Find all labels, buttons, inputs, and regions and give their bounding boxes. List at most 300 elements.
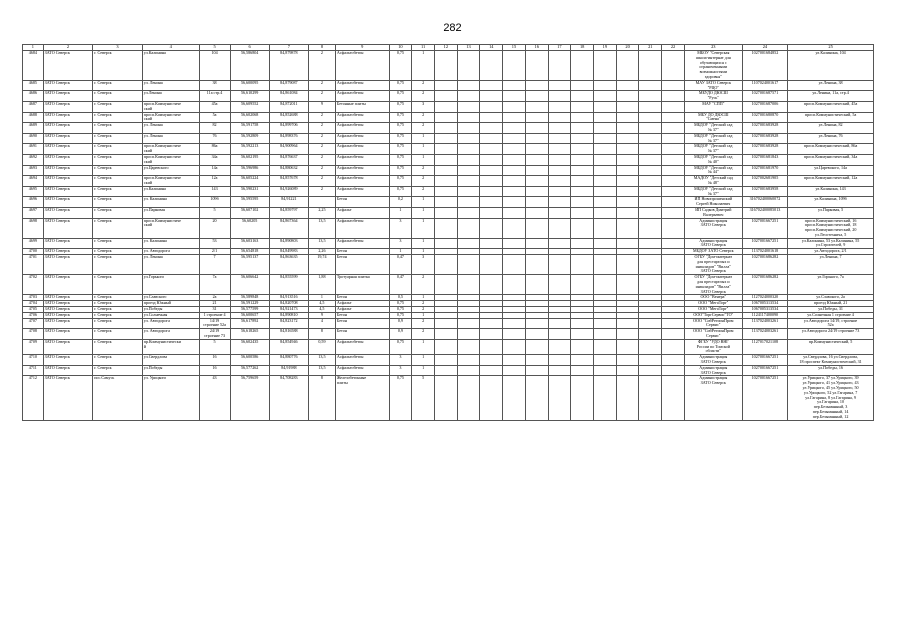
table-cell: г. Северск bbox=[93, 91, 143, 102]
table-cell: просп.Коммунистический, 16 просп.Коммунистический, 18 просп.Коммунистический, 20 ул.Лесотехнича, 5 bbox=[788, 218, 874, 238]
table-cell: ЗАТО Северск bbox=[43, 376, 93, 420]
table-cell: ЗАТО Северск bbox=[43, 365, 93, 376]
table-cell: 4701 bbox=[23, 255, 44, 275]
table-cell: 84,861084 bbox=[269, 91, 308, 102]
table-cell: 84,854946 bbox=[269, 339, 308, 354]
table-cell: ООО "МегаТорг" bbox=[684, 307, 742, 313]
table-cell: г. Северск bbox=[93, 255, 143, 275]
table-cell bbox=[639, 91, 662, 102]
table-cell bbox=[548, 154, 571, 165]
table-cell bbox=[434, 339, 457, 354]
table-cell: 1 bbox=[412, 51, 435, 81]
table-cell bbox=[594, 154, 617, 165]
table-cell: 4700 bbox=[23, 249, 44, 255]
table-cell: ул.Свердлова bbox=[142, 355, 199, 366]
table-cell bbox=[594, 339, 617, 354]
table-cell: 4694 bbox=[23, 176, 44, 187]
table-cell bbox=[525, 165, 548, 176]
table-cell: 1127024000320 bbox=[742, 295, 787, 301]
table-cell: 4688 bbox=[23, 112, 44, 123]
table-cell bbox=[480, 144, 503, 155]
table-cell: 4695 bbox=[23, 186, 44, 197]
table-cell bbox=[457, 176, 480, 187]
column-number-header: 10 bbox=[389, 45, 412, 51]
table-cell: проезд Южный, 21 bbox=[788, 301, 874, 307]
table-cell: просп.Коммунистический, 5а bbox=[788, 112, 874, 123]
table-cell bbox=[571, 91, 594, 102]
page-number: 282 bbox=[443, 22, 462, 34]
table-cell: 1 bbox=[412, 207, 435, 218]
table-cell bbox=[503, 123, 526, 134]
table-cell: г. Северск bbox=[93, 355, 143, 366]
table-cell bbox=[525, 123, 548, 134]
table-cell: 4692 bbox=[23, 154, 44, 165]
table-cell: ОГБУ "Дом-интернат для престарелых и инвалидов" "Вилла" ЗАТО Северск bbox=[684, 255, 742, 275]
table-cell bbox=[616, 91, 639, 102]
table-row bbox=[23, 275, 874, 295]
table-cell bbox=[548, 197, 571, 208]
table-cell: 84,816588 bbox=[269, 329, 308, 340]
table-cell: ЗАТО Северск bbox=[43, 112, 93, 123]
table-cell: 1027001683958 bbox=[742, 186, 787, 197]
table-cell: ул. Ленина bbox=[142, 255, 199, 275]
table-cell: 84,926089 bbox=[269, 186, 308, 197]
table-cell: 0,75 bbox=[389, 312, 412, 318]
table-cell bbox=[548, 80, 571, 91]
table-cell bbox=[639, 165, 662, 176]
table-cell: 8 bbox=[309, 376, 336, 420]
table-cell bbox=[594, 238, 617, 249]
table-cell: МБДОУ "Детский сад № 37" bbox=[684, 123, 742, 134]
table-cell bbox=[662, 275, 685, 295]
table-cell: 1 bbox=[412, 238, 435, 249]
table-cell: Железобетонные плиты bbox=[335, 376, 389, 420]
table-cell: 3 bbox=[412, 255, 435, 275]
table-cell bbox=[457, 218, 480, 238]
table-cell: 84,872011 bbox=[269, 101, 308, 112]
table-cell bbox=[548, 275, 571, 295]
table-cell: 56,603163 bbox=[230, 238, 269, 249]
table-cell bbox=[480, 165, 503, 176]
table-cell bbox=[457, 154, 480, 165]
table-cell: просп.Коммунистиче ский bbox=[142, 176, 199, 187]
table-cell: 0,75 bbox=[389, 123, 412, 134]
table-cell: 3 bbox=[412, 101, 435, 112]
table-cell bbox=[616, 255, 639, 275]
table-cell: 3 bbox=[389, 218, 412, 238]
table-cell: 43 bbox=[199, 376, 230, 420]
table-cell: 1 bbox=[389, 249, 412, 255]
table-cell: ул. Ленина bbox=[142, 80, 199, 91]
table-cell bbox=[639, 154, 662, 165]
table-cell bbox=[616, 238, 639, 249]
table-cell: 1067005313534 bbox=[742, 307, 787, 313]
table-cell bbox=[639, 186, 662, 197]
table-row bbox=[23, 123, 874, 134]
table-cell: 56,590231 bbox=[230, 186, 269, 197]
table-cell bbox=[480, 186, 503, 197]
table-cell bbox=[571, 123, 594, 134]
table-cell: 14/19 строение 52а bbox=[199, 318, 230, 329]
table-cell: 56,618265 bbox=[230, 329, 269, 340]
table-cell: 1027001687571 bbox=[742, 91, 787, 102]
table-cell bbox=[639, 238, 662, 249]
table-cell: 2 bbox=[412, 165, 435, 176]
table-cell bbox=[434, 218, 457, 238]
table-cell: ИП Садков Дмитрий Валерьевич bbox=[684, 207, 742, 218]
table-cell: 2 bbox=[309, 91, 336, 102]
table-cell: ООО "МегаТорг" bbox=[684, 301, 742, 307]
table-cell: МАУ ЗАТО Северск "РЦО" bbox=[684, 80, 742, 91]
table-cell bbox=[548, 165, 571, 176]
table-cell: ул.Победы bbox=[142, 307, 199, 313]
container-site-register-table bbox=[22, 44, 874, 421]
table-cell: МБДОУ "Детский сад № 40" bbox=[684, 154, 742, 165]
table-cell: 56,595137 bbox=[230, 255, 269, 275]
table-cell bbox=[457, 197, 480, 208]
table-cell: г. Северск bbox=[93, 154, 143, 165]
table-cell: г. Северск bbox=[93, 318, 143, 329]
table-cell: 2 bbox=[309, 123, 336, 134]
table-cell: 0,75 bbox=[389, 376, 412, 420]
table-cell bbox=[548, 123, 571, 134]
table-cell bbox=[525, 197, 548, 208]
table-cell bbox=[594, 144, 617, 155]
table-cell bbox=[616, 329, 639, 340]
table-cell: г. Северск bbox=[93, 101, 143, 112]
table-cell bbox=[548, 339, 571, 354]
table-cell bbox=[480, 238, 503, 249]
table-cell bbox=[594, 197, 617, 208]
table-cell: ул.Солнечная bbox=[142, 312, 199, 318]
table-cell bbox=[503, 112, 526, 123]
table-cell bbox=[457, 165, 480, 176]
table-cell bbox=[662, 51, 685, 81]
table-cell bbox=[434, 154, 457, 165]
table-cell: 4711 bbox=[23, 365, 44, 376]
table-cell: 16 bbox=[199, 355, 230, 366]
table-cell: ул.Ленина, 11а, стр.4 bbox=[788, 91, 874, 102]
table-cell bbox=[525, 275, 548, 295]
table-cell: 1027001681843 bbox=[742, 154, 787, 165]
table-row bbox=[23, 318, 874, 329]
column-number-header: 19 bbox=[594, 45, 617, 51]
table-cell bbox=[571, 101, 594, 112]
table-cell: просп.Коммунистический, 86а bbox=[788, 144, 874, 155]
table-cell: 1107024001617 bbox=[742, 80, 787, 91]
table-cell bbox=[457, 101, 480, 112]
table-cell bbox=[662, 133, 685, 144]
table-cell bbox=[480, 218, 503, 238]
table-cell bbox=[434, 91, 457, 102]
table-cell bbox=[616, 376, 639, 420]
table-cell: ООО"ТоргСервис"ТО" bbox=[684, 312, 742, 318]
table-cell: Асфальтобетон bbox=[335, 176, 389, 187]
column-number-header: 15 bbox=[503, 45, 526, 51]
table-cell: ул.Царевского bbox=[142, 165, 199, 176]
column-number-header: 3 bbox=[93, 45, 143, 51]
table-cell bbox=[457, 207, 480, 218]
table-cell: 0,75 bbox=[389, 101, 412, 112]
table-cell: 56,605224 bbox=[230, 176, 269, 187]
table-cell bbox=[639, 329, 662, 340]
table-row bbox=[23, 355, 874, 366]
table-cell: Асфальтобетон bbox=[335, 133, 389, 144]
table-cell: г. Северск bbox=[93, 275, 143, 295]
table-cell bbox=[639, 112, 662, 123]
table-cell: г. Северск bbox=[93, 133, 143, 144]
table-cell: 4703 bbox=[23, 295, 44, 301]
table-cell bbox=[616, 144, 639, 155]
table-cell: 1027001683928 bbox=[742, 123, 787, 134]
table-cell bbox=[594, 355, 617, 366]
table-cell: ЗАТО Северск bbox=[43, 133, 93, 144]
table-cell: просп.Коммунистический, 34а bbox=[788, 154, 874, 165]
table-cell bbox=[662, 91, 685, 102]
table-cell: г. Северск bbox=[93, 339, 143, 354]
table-cell: 84,852688 bbox=[269, 112, 308, 123]
table-cell: Асфальтобетон bbox=[335, 123, 389, 134]
table-cell bbox=[616, 207, 639, 218]
table-cell: 1027001683928 bbox=[742, 144, 787, 155]
table-cell bbox=[434, 275, 457, 295]
table-cell bbox=[480, 101, 503, 112]
table-cell bbox=[548, 186, 571, 197]
table-cell bbox=[571, 318, 594, 329]
table-cell: 4704 bbox=[23, 301, 44, 307]
table-cell: 9 bbox=[309, 312, 336, 318]
table-cell: 1027001680870 bbox=[742, 112, 787, 123]
table-cell: 12а bbox=[199, 176, 230, 187]
table-cell bbox=[571, 80, 594, 91]
table-cell bbox=[457, 376, 480, 420]
table-cell: 84,890810 bbox=[269, 312, 308, 318]
table-cell: 0,75 bbox=[389, 144, 412, 155]
table-cell: 16 bbox=[199, 365, 230, 376]
table-cell: 1027001684852 bbox=[742, 51, 787, 81]
table-cell: 11а стр.4 bbox=[199, 91, 230, 102]
table-cell bbox=[571, 133, 594, 144]
table-cell: ЗАТО Северск bbox=[43, 176, 93, 187]
table-cell bbox=[434, 207, 457, 218]
table-cell: г. Северск bbox=[93, 197, 143, 208]
table-row bbox=[23, 218, 874, 238]
table-cell bbox=[503, 275, 526, 295]
table-cell: Асфальтобетон bbox=[335, 91, 389, 102]
table-cell: Бетон bbox=[335, 197, 389, 208]
table-cell: 4696 bbox=[23, 197, 44, 208]
table-cell: 2 bbox=[309, 154, 336, 165]
table-cell: 1 bbox=[412, 339, 435, 354]
table-cell: просп.Коммунистиче ский bbox=[142, 112, 199, 123]
table-cell: МБДОУ ЗАТО Северск bbox=[684, 249, 742, 255]
table-cell: 56,589848 bbox=[230, 295, 269, 301]
table-cell bbox=[662, 355, 685, 366]
table-cell: 84,863635 bbox=[269, 255, 308, 275]
table-cell: Асфальт bbox=[335, 207, 389, 218]
table-row bbox=[23, 176, 874, 187]
table-cell: 1027001667251 bbox=[742, 365, 787, 376]
table-cell bbox=[616, 80, 639, 91]
table-cell: 2,26 bbox=[309, 249, 336, 255]
table-cell: ул.Горького bbox=[142, 275, 199, 295]
table-cell bbox=[639, 318, 662, 329]
table-cell: 104 bbox=[199, 51, 230, 81]
table-cell: 13,5 bbox=[309, 218, 336, 238]
table-cell: ЗАТО Северск bbox=[43, 165, 93, 176]
table-cell: 56,600095 bbox=[230, 80, 269, 91]
table-cell: 3 bbox=[389, 365, 412, 376]
table-cell bbox=[571, 329, 594, 340]
table-cell: просп.Коммунистический, 12а bbox=[788, 176, 874, 187]
table-cell: ЗАТО Северск bbox=[43, 318, 93, 329]
table-cell: ул.Урицкого, 37 ул.Урицкого, 39 ул.Урицкого, 41 ул.Урицкого, 43 ул.Урицкого, 45 ул.Урицкого, 50 ул.Урицкого, 52 ул.Гагарина, 7 ул.Гагарина, 8 ул.Гагарина, 9 ул.Гагарина, 10 пер.Безымянный, 3 пер.Безымянный, 14 пер.Безымянный, 12 bbox=[788, 376, 874, 420]
table-cell: 1027001686282 bbox=[742, 275, 787, 295]
table-cell bbox=[434, 365, 457, 376]
table-cell: 4686 bbox=[23, 91, 44, 102]
table-cell bbox=[480, 207, 503, 218]
table-cell bbox=[548, 376, 571, 420]
table-cell: ул. Автодорога bbox=[142, 249, 199, 255]
table-cell: 31 bbox=[199, 307, 230, 313]
table-cell: Администрация ЗАТО Северск bbox=[684, 238, 742, 249]
table-cell: 1,88 bbox=[309, 275, 336, 295]
table-cell: г. Северск bbox=[93, 165, 143, 176]
table-cell: Асфальтобетон bbox=[335, 80, 389, 91]
table-cell: 8 bbox=[309, 329, 336, 340]
table-cell: 2 bbox=[412, 329, 435, 340]
table-cell: 4710 bbox=[23, 355, 44, 366]
table-row bbox=[23, 207, 874, 218]
table-cell: 1137024003261 bbox=[742, 329, 787, 340]
table-cell bbox=[548, 238, 571, 249]
table-cell bbox=[594, 329, 617, 340]
table-cell: 4684 bbox=[23, 51, 44, 81]
table-cell: ЗАТО Северск bbox=[43, 154, 93, 165]
table-cell: г. Северск bbox=[93, 295, 143, 301]
table-cell: 56,607102 bbox=[230, 207, 269, 218]
table-cell bbox=[616, 51, 639, 81]
table-cell bbox=[503, 318, 526, 329]
table-cell: 1 bbox=[412, 144, 435, 155]
table-cell: 84,880776 bbox=[269, 355, 308, 366]
table-cell: 20 bbox=[199, 218, 230, 238]
table-cell: 2 bbox=[309, 165, 336, 176]
table-cell bbox=[503, 144, 526, 155]
table-cell: 56,577262 bbox=[230, 365, 269, 376]
table-cell: 2 bbox=[412, 275, 435, 295]
table-row bbox=[23, 144, 874, 155]
table-cell bbox=[434, 238, 457, 249]
table-cell bbox=[639, 365, 662, 376]
table-cell: просп.Коммунистиче ский bbox=[142, 218, 199, 238]
table-cell: 84,890803 bbox=[269, 238, 308, 249]
table-cell bbox=[525, 329, 548, 340]
table-cell: 1 bbox=[412, 249, 435, 255]
table-cell: ЗАТО Северск bbox=[43, 275, 93, 295]
table-cell bbox=[525, 218, 548, 238]
table-cell: 1 bbox=[412, 133, 435, 144]
table-cell bbox=[480, 329, 503, 340]
column-number-header: 4 bbox=[142, 45, 199, 51]
table-cell: 84,880632 bbox=[269, 165, 308, 176]
table-cell bbox=[480, 154, 503, 165]
table-cell: 4702 bbox=[23, 275, 44, 295]
table-cell bbox=[639, 176, 662, 187]
table-cell: пр.Коммунистически й bbox=[142, 339, 199, 354]
table-cell bbox=[594, 365, 617, 376]
table-cell bbox=[662, 318, 685, 329]
column-number-header: 1 bbox=[23, 45, 44, 51]
table-cell: Администрация ЗАТО Северск bbox=[684, 355, 742, 366]
table-cell: г. Северск bbox=[93, 144, 143, 155]
table-cell: 84,921473 bbox=[269, 307, 308, 313]
table-cell: 5а bbox=[199, 112, 230, 123]
table-cell: 0,75 bbox=[389, 91, 412, 102]
table-cell: 3 bbox=[389, 355, 412, 366]
table-cell: 4,5 bbox=[309, 301, 336, 307]
table-cell: 56,577599 bbox=[230, 307, 269, 313]
table-cell: 143 bbox=[199, 186, 230, 197]
table-cell: 84,876637 bbox=[269, 154, 308, 165]
table-cell: 84,879087 bbox=[269, 80, 308, 91]
table-cell: 1027001667251 bbox=[742, 218, 787, 238]
table-cell bbox=[616, 133, 639, 144]
table-cell: 76 bbox=[199, 133, 230, 144]
table-cell bbox=[662, 101, 685, 112]
table-cell bbox=[503, 91, 526, 102]
column-number-header: 16 bbox=[525, 45, 548, 51]
table-cell bbox=[525, 255, 548, 275]
table-cell: ЗАТО Северск bbox=[43, 91, 93, 102]
table-cell bbox=[434, 101, 457, 112]
table-cell: 84,898376 bbox=[269, 133, 308, 144]
table-cell: 4708 bbox=[23, 329, 44, 340]
table-cell bbox=[503, 186, 526, 197]
table-cell bbox=[662, 176, 685, 187]
table-cell bbox=[571, 197, 594, 208]
table-cell: 0,47 bbox=[389, 275, 412, 295]
table-cell: Бетон bbox=[335, 249, 389, 255]
table-cell: 1 bbox=[412, 154, 435, 165]
table-cell bbox=[548, 91, 571, 102]
table-cell bbox=[457, 112, 480, 123]
table-cell: г. Северск bbox=[93, 80, 143, 91]
table-cell: 82 bbox=[199, 123, 230, 134]
table-cell bbox=[662, 376, 685, 420]
table-cell: г. Северск bbox=[93, 238, 143, 249]
table-cell: 84,859797 bbox=[269, 207, 308, 218]
column-number-header: 17 bbox=[548, 45, 571, 51]
table-cell: ул.Калинина bbox=[142, 186, 199, 197]
table-cell bbox=[525, 144, 548, 155]
table-cell bbox=[525, 318, 548, 329]
table-cell: 2 bbox=[309, 186, 336, 197]
table-cell: 0,75 bbox=[389, 301, 412, 307]
table-cell: г. Северск bbox=[93, 301, 143, 307]
table-cell bbox=[616, 318, 639, 329]
table-cell: ул.Горького, 7а bbox=[788, 275, 874, 295]
table-cell: 56,602435 bbox=[230, 339, 269, 354]
table-cell bbox=[548, 112, 571, 123]
table-cell bbox=[434, 318, 457, 329]
table-cell: 56,602195 bbox=[230, 154, 269, 165]
table-cell bbox=[662, 186, 685, 197]
table-cell: ул.Калинина bbox=[142, 51, 199, 81]
table-cell bbox=[571, 144, 594, 155]
table-cell bbox=[525, 51, 548, 81]
table-cell: Бетон bbox=[335, 312, 389, 318]
